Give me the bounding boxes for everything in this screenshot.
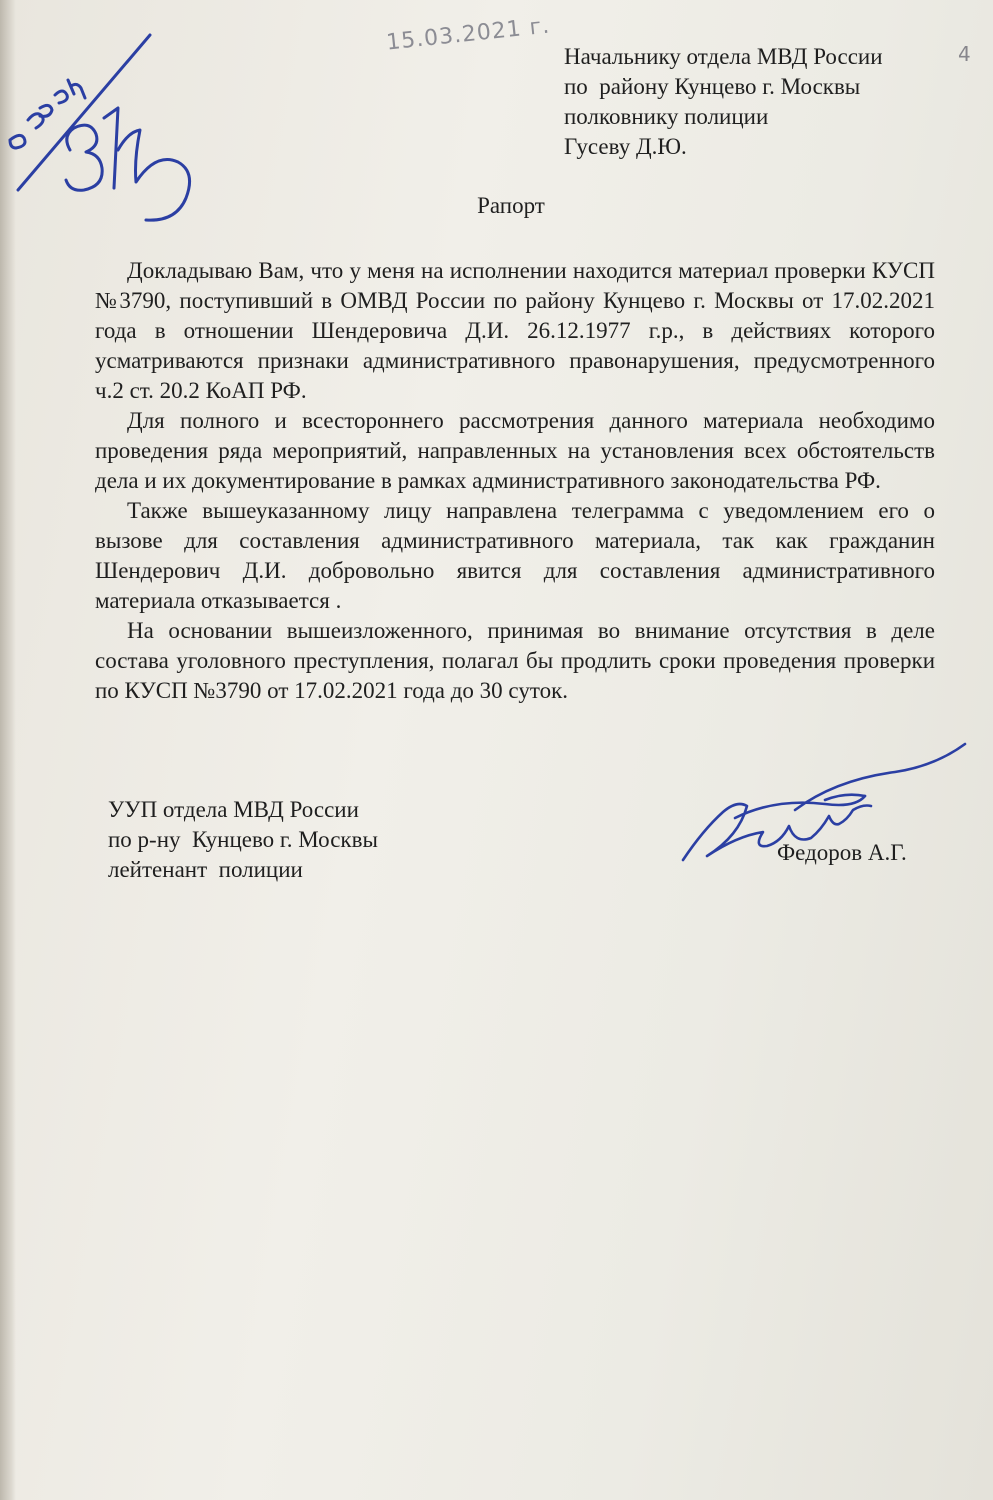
signatory-line: УУП отдела МВД России [108, 797, 359, 822]
addressee-line: Начальнику отдела МВД России [564, 44, 883, 69]
body-paragraph: На основании вышеизложенного, принимая во внимание отсутствия в деле состава уголовного преступления, полагал бы продлить сроки проведения проверки по КУСП №3790 от 17.02.2021 года до 30 суток. [95, 618, 935, 703]
signatory-line: по р-ну Кунцево г. Москвы [108, 827, 378, 852]
body-paragraph: Для полного и всестороннего рассмотрения данного материала необходимо проведения ряда мероприятий, направленных на установления всех обстоятельств дела и их документирование в рамках административного законодательства РФ. [95, 408, 935, 493]
handwritten-page-number: 4 [958, 42, 971, 66]
signatory-name: Федоров А.Г. [777, 840, 907, 865]
handwritten-resolution-visa [0, 0, 260, 260]
signatory-line: лейтенант полиции [108, 857, 303, 882]
addressee-line: полковнику полиции [564, 104, 769, 129]
report-body [95, 256, 935, 706]
body-paragraph: Докладываю Вам, что у меня на исполнении находится материал проверки КУСП №3790, поступивший в ОМВД России по району Кунцево г. Москвы от 17.02.2021 года в отношении Шендеровича Д.И. 26.12.1977 г.р., в действиях которого усматриваются признаки административного правонарушения, предусмотренного ч.2 ст. 20.2 КоАП РФ. [95, 258, 935, 403]
handwritten-date: 15.03.2021 г. [385, 13, 552, 56]
addressee-block [564, 42, 883, 162]
addressee-line: Гусеву Д.Ю. [564, 134, 687, 159]
body-paragraph: Также вышеуказанному лицу направлена телеграмма с уведомлением его о вызове для составления административного материала, так как гражданин Шендерович Д.И. добровольно явится для составления административного материала отказывается . [95, 498, 935, 613]
signatory-position-block [108, 795, 378, 885]
addressee-line: по району Кунцево г. Москвы [564, 74, 861, 99]
document-title: Рапорт [477, 193, 545, 218]
